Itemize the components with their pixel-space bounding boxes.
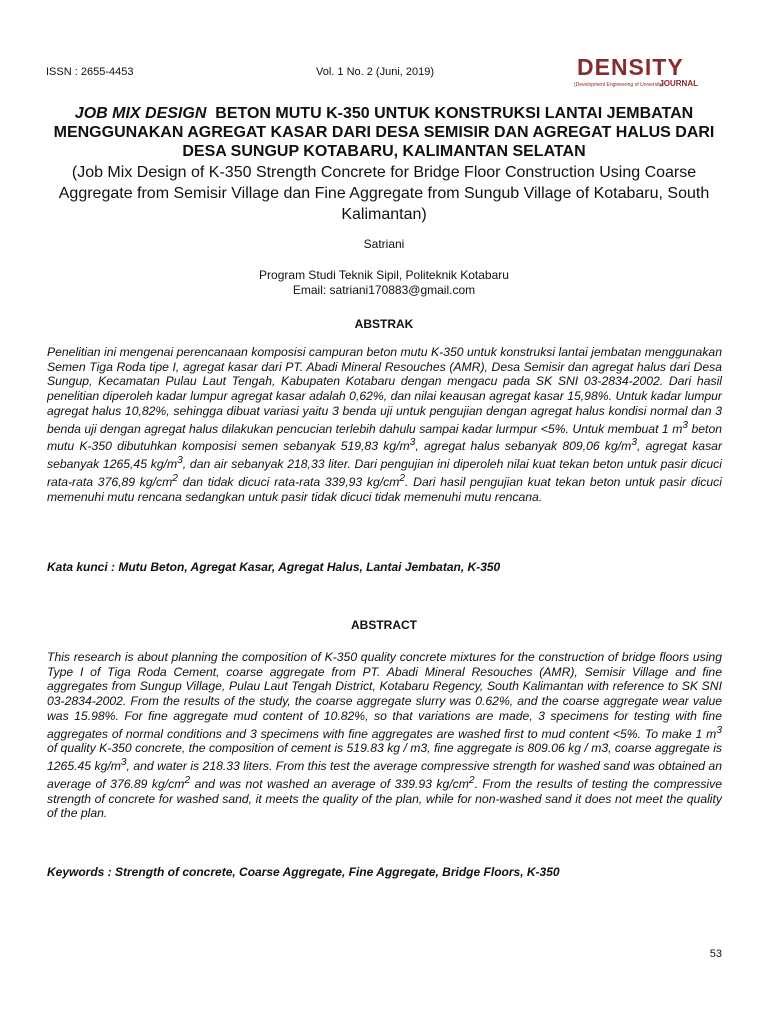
abstract-text: This research is about planning the composition of K-350 quality concrete mixtures for the construction of bridge floors using Type I of Tiga Roda Cement, coarse aggregate from PT. Abadi Mineral Resouches (AMR), Semisir Village and fine aggregates from Sungup Village, Pulau Laut Tengah District, Kotabaru Regency, South Kalimantan with reference to SK SNI 03-2834-2002. From the results of the study, the coarse aggregate slurry was 0.62%, and the coarse aggregate wear value was 15.98%. For fine aggregate mud content of 10.82%, so that variations are made, 3 specimens for testing with fine aggregates of normal conditions and 3 specimens with fine aggregates are washed first to mud content <5%. To make 1 m xyxy=(47,650,722,741)
affiliation-institution: Program Studi Teknik Sipil, Politeknik Kotabaru xyxy=(259,268,509,282)
abstrak-heading: ABSTRAK xyxy=(354,317,414,331)
affiliation xyxy=(0,268,768,298)
page-header xyxy=(46,56,698,96)
abstrak-sup: 3 xyxy=(409,437,416,449)
abstract-sup: 3 xyxy=(120,756,127,768)
abstrak-sup: 2 xyxy=(399,472,406,484)
abstract-sup: 2 xyxy=(468,774,475,786)
abstrak-body xyxy=(47,345,722,504)
page-number: 53 xyxy=(709,948,722,960)
title-main: BETON MUTU K-350 UNTUK KONSTRUKSI LANTAI JEMBATAN MENGGUNAKAN AGREGAT KASAR DARI DESA SEMISIR DAN AGREGAT HALUS DARI DESA SUNGUP KOTABARU, KALIMANTAN SELATAN xyxy=(53,105,715,160)
journal-logo xyxy=(574,56,698,96)
abstract-heading: ABSTRACT xyxy=(351,618,417,632)
abstrak-text: Penelitian ini mengenai perencanaan komposisi campuran beton mutu K-350 untuk konstruksi lantai jembatan menggunakan Semen Tiga Roda tipe I, agregat kasar dari PT. Abadi Mineral Resouches (AMR), Desa Semisir dan agregat halus dari Desa Sungup, Kecamatan Pulau Laut Tengah, Kabupaten Kotabaru dengan mengacu pada SK SNI 03-2834-2002. Dari hasil penelitian diperoleh kadar lumpur agregat kasar adalah 0,62%, dan nilai keausan agregat kasar 15,98%. Untuk kadar lumpur agregat halus 10,82%, sehingga dibuat variasi yaitu 3 benda uji untuk pengujian dengan agregat halus kondisi normal dan 3 benda uji dengan agregat halus dilakukan pencucian terlebih dahulu sampai kadar lurmpur <5%. Untuk membuat 1 m xyxy=(47,345,722,436)
abstrak-text: dan tidak dicuci rata-rata 339,93 kg/cm xyxy=(177,474,400,489)
abstrak-text: . Dari hasil pengujian kuat tekan beton untuk pasir dicuci memenuhi mutu rencana sedangkan untuk pasir tidak dicuci tidak memenuhi mutu rencana. xyxy=(47,474,722,504)
abstract-text: and was not washed an average of 339.93 kg/cm xyxy=(190,776,469,791)
logo-wordmark: DENSITY xyxy=(577,54,684,80)
paper-title xyxy=(40,104,728,161)
abstract-body xyxy=(47,650,722,821)
abstrak-sup: 2 xyxy=(172,472,178,484)
keywords: Keywords : Strength of concrete, Coarse Aggregate, Fine Aggregate, Bridge Floors, K-350 xyxy=(47,865,560,879)
abstract-sup: 3 xyxy=(716,724,722,736)
title-italic-lead: JOB MIX DESIGN xyxy=(74,105,207,122)
paper-title-english: (Job Mix Design of K-350 Strength Concrete for Bridge Floor Construction Using Coarse Aggregate from Semisir Village dan Fine Aggregate from Sungub Village of Kotabaru, South Kalimantan) xyxy=(58,164,710,223)
author-name: Satriani xyxy=(363,237,405,251)
abstrak-sup: 3 xyxy=(631,437,637,449)
abstract-text: of quality K-350 concrete, the composition of cement is 519.83 kg / m3, fine aggregate is 809.06 kg / m3, coarse aggregate is 1265.45 kg/m xyxy=(47,741,722,774)
abstract-text: . From the results of testing the compressive strength of concrete for washed sand, it meets the quality of the plan, while for non-washed sand it does not meet the quality of the plan. xyxy=(47,776,722,821)
logo-subtitle: (Development Engineering of University) xyxy=(574,82,664,88)
kata-kunci: Kata kunci : Mutu Beton, Agregat Kasar, Agregat Halus, Lantai Jembatan, K-350 xyxy=(47,560,501,574)
abstrak-text: , dan air sebanyak 218,33 liter. Dari pengujian ini diperoleh nilai kuat tekan beton untuk pasir dicuci rata-rata 376,89 kg/cm xyxy=(47,457,722,489)
abstrak-sup: 3 xyxy=(682,419,689,431)
abstract-sup: 2 xyxy=(184,774,191,786)
abstrak-sup: 3 xyxy=(177,455,183,467)
volume-label: Vol. 1 No. 2 (Juni, 2019) xyxy=(316,66,435,78)
abstrak-text: , agregat kasar sebanyak 1265,45 kg/m xyxy=(47,439,723,472)
issn-label: ISSN : 2655-4453 xyxy=(46,66,134,78)
logo-journal-label: JOURNAL xyxy=(659,79,698,88)
affiliation-email: Email: satriani170883@gmail.com xyxy=(292,283,476,297)
abstrak-text: beton mutu K-350 dibutuhkan komposisi semen sebanyak 519,83 kg/m xyxy=(47,421,722,454)
abstrak-text: , agregat halus sebanyak 809,06 kg/m xyxy=(415,439,632,454)
abstract-text: , and water is 218.33 liters. From this test the average compressive strength for washed sand was obtained an average of 376.89 kg/cm xyxy=(47,759,722,791)
